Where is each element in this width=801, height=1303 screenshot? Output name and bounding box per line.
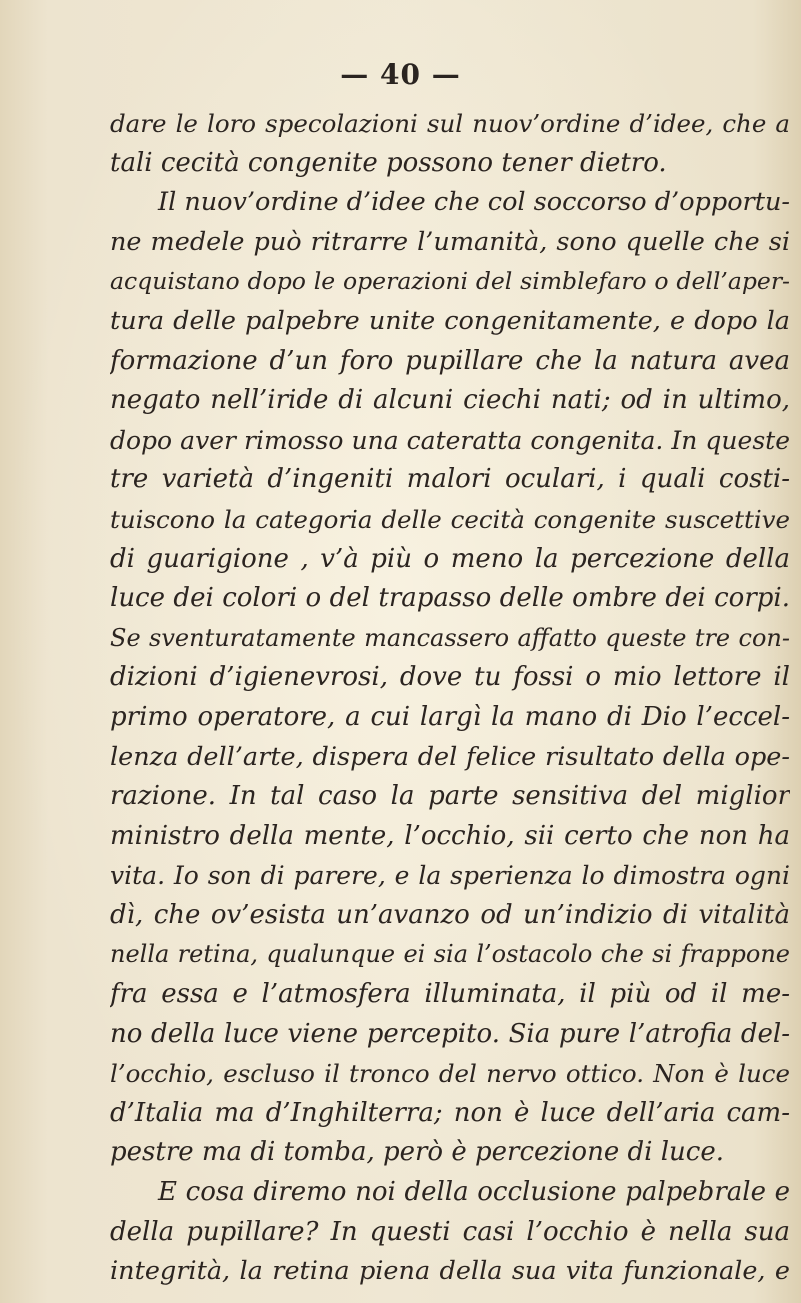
text-line: primo operatore, a cui largì la mano di Dio l’eccel- (110, 701, 790, 732)
text-line: integrità, la retina piena della sua vita funzionale, e (110, 1256, 790, 1287)
text-line: E cosa diremo noi della occlusione palpebrale e (158, 1177, 790, 1208)
text-line: l’occhio, escluso il tronco del nervo ottico. Non è luce (110, 1059, 790, 1089)
text-line: formazione d’un foro pupillare che la natura avea (110, 345, 790, 376)
text-line: Se sventuratamente mancassero affatto queste tre con- (110, 623, 790, 652)
text-line: ministro della mente, l’occhio, sii certo che non ha (110, 820, 790, 851)
text-line: tre varietà d’ingeniti malori oculari, i quali costi- (110, 464, 790, 495)
text-line: dare le loro specolazioni sul nuov’ordine d’idee, che a (110, 109, 790, 138)
text-line: dizioni d’igienevrosi, dove tu fossi o mio lettore il (110, 662, 790, 693)
text-line: no della luce viene percepito. Sia pure l’atrofia del- (110, 1018, 790, 1049)
text-line: negato nell’iride di alcuni ciechi nati; od in ultimo, (110, 385, 790, 416)
text-line: razione. In tal caso la parte sensitiva del miglior (110, 781, 790, 812)
text-line: luce dei colori o del trapasso delle ombre dei corpi. (110, 583, 790, 614)
text-line: tuiscono la categoria delle cecità congenite suscettive (110, 504, 790, 534)
text-line: della pupillare? In questi casi l’occhio è nella sua (110, 1216, 790, 1247)
text-line: dì, che ov’esista un’avanzo od un’indizio di vitalità (110, 899, 790, 930)
body-text (110, 104, 790, 1292)
text-line: fra essa e l’atmosfera illuminata, il più od il me- (110, 979, 790, 1010)
text-line: acquistano dopo le operazioni del simblefaro o dell’aper- (110, 267, 790, 296)
text-line: vita. Io son di parere, e la sperienza lo dimostra ogni (110, 861, 790, 891)
text-line: lenza dell’arte, dispera del felice risultato della ope- (110, 741, 790, 772)
text-line: nella retina, qualunque ei sia l’ostacolo che si frappone (110, 940, 790, 969)
text-line: pestre ma di tomba, però è percezione di luce. (110, 1137, 724, 1168)
text-line: ne medele può ritrarre l’umanità, sono quelle che si (110, 226, 790, 257)
text-line: Il nuov’ordine d’idee che col soccorso d’opportu- (158, 187, 790, 218)
page-number-header: — 40 — (340, 58, 461, 91)
text-line: d’Italia ma d’Inghilterra; non è luce dell’aria cam- (110, 1097, 790, 1128)
text-line: tali cecità congenite possono tener dietro. (110, 147, 667, 178)
text-line: di guarigione , v’à più o meno la percezione della (110, 543, 790, 574)
text-line: dopo aver rimosso una cateratta congenita. In queste (110, 425, 790, 455)
text-line: tura delle palpebre unite congenitamente, e dopo la (110, 305, 790, 336)
